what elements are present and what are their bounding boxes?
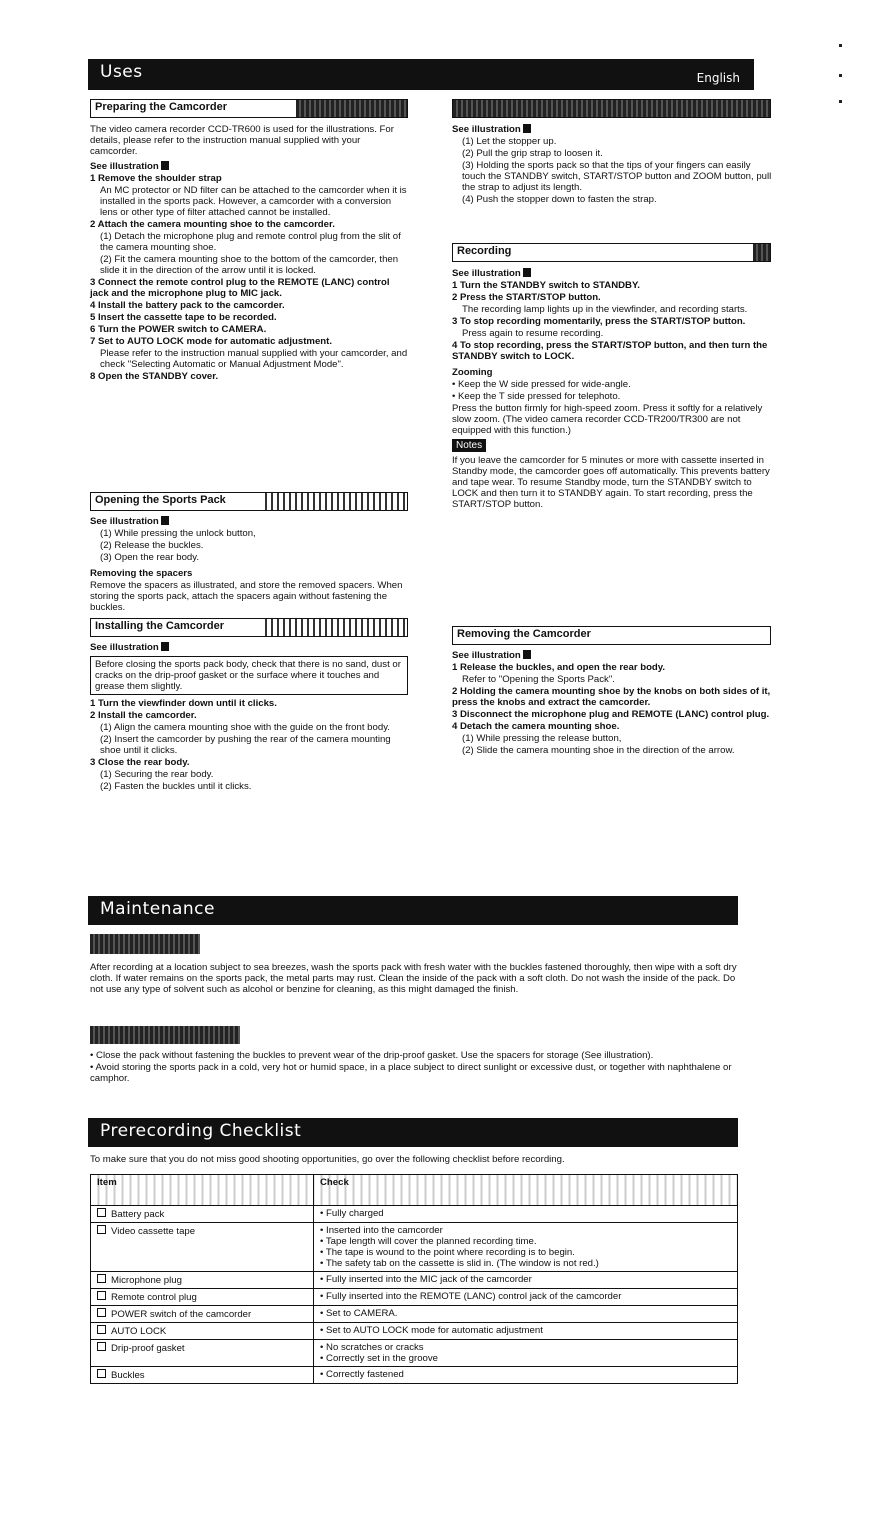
checklist-item-label: Buckles [111,1370,145,1381]
installing-caution: Before closing the sports pack body, check that there is no sand, dust or cracks on the drip-proof gasket or the surface where it touches and grease them slightly. [95,659,401,692]
step-item: 3 Close the rear body. [90,757,190,768]
checklist-item-cell [91,1223,314,1272]
preparing-steps [90,173,408,382]
checklist-check-cell: • Inserted into the camcorder • Tape length will cover the planned recording time. • The tape is wound to the point where recording is to begin. • The safety tab on the cassette is slid in. (The window is not red.) [314,1223,738,1272]
step-item: • Keep the T side pressed for telephoto. [452,391,621,402]
zoom-lines [452,379,772,436]
checklist-row [91,1340,738,1367]
grip-steps [452,136,772,205]
checklist-row [91,1223,738,1272]
grip-section [452,124,772,206]
checklist-row [91,1289,738,1306]
step-item: 1 Remove the shoulder strap [90,173,222,184]
checkbox-icon[interactable] [97,1208,106,1217]
step-item: (1) While pressing the unlock button, [100,528,256,539]
maintenance-sub-bar [90,934,200,954]
maintenance-title: Maintenance [100,899,215,919]
checklist-check-cell: • Fully inserted into the MIC jack of the camcorder [314,1272,738,1289]
recording-section [452,268,772,511]
step-item: (2) Fasten the buckles until it clicks. [100,781,252,792]
notes-label: Notes [452,439,486,452]
step-item: 5 Insert the cassette tape to be recorded. [90,312,277,323]
installing-see: See illustration [90,642,159,653]
preparing-heading: Preparing the Camcorder [95,101,228,113]
checklist-row [91,1306,738,1323]
spacers-heading: Removing the spacers [90,568,193,579]
checklist-title: Prerecording Checklist [100,1121,302,1141]
removing-heading: Removing the Camcorder [457,628,591,640]
step-item: 4 Detach the camera mounting shoe. [452,721,620,732]
installing-steps [90,698,408,792]
checkbox-icon[interactable] [97,1308,106,1317]
checkbox-icon[interactable] [97,1291,106,1300]
step-item: The recording lamp lights up in the viewfinder, and recording starts. [462,304,748,315]
storage-lines [90,1050,740,1085]
installing-caution-box [90,656,408,695]
checklist-table [90,1174,738,1384]
checklist-check-cell: • Fully inserted into the REMOTE (LANC) control jack of the camcorder [314,1289,738,1306]
step-item: • Close the pack without fastening the buckles to prevent wear of the drip-proof gasket. Use the spacers for storage (See illustration). [90,1050,654,1061]
checklist-item-label: Microphone plug [111,1275,182,1286]
recording-heading: Recording [457,245,512,257]
zoom-heading: Zooming [452,367,493,378]
step-item: (2) Insert the camcorder by pushing the rear of the camera mounting shoe until it clicks. [100,734,391,756]
step-item: Press the button firmly for high-speed zoom. Press it softly for a relatively slow zoom. (The video camera recorder CCD-TR200/TR300 are not equipped with this function.) [452,403,763,436]
checkbox-icon[interactable] [97,1225,106,1234]
step-item: (2) Release the buckles. [100,540,204,551]
installing-section [90,642,408,793]
checklist-check-cell: • No scratches or cracks • Correctly set in the groove [314,1340,738,1367]
step-item: Refer to "Opening the Sports Pack". [462,674,615,685]
maintenance-text: After recording at a location subject to sea breezes, wash the sports pack with fresh water with the buckles fastened thoroughly, then wipe with a soft dry cloth. If water remains on the sports pack, the metal parts may rust. Clean the inside of the pack with a soft cloth. Do not wash the inside of the pack. Do not use any type of solvent such as alcohol or benzine for cleaning, as this might damaged the finish. [90,962,737,995]
checklist-item-cell [91,1367,314,1384]
checklist-check-cell: • Fully charged [314,1206,738,1223]
checklist-item-label: Battery pack [111,1209,165,1220]
checklist-item-cell [91,1323,314,1340]
step-item: (3) Holding the sports pack so that the tips of your fingers can easily touch the STANDBY switch, START/STOP button and ZOOM button, pull the strap to adjust its length. [462,160,772,193]
step-item: • Avoid storing the sports pack in a cold, very hot or humid space, in a place subject to direct sunlight or excessive dust, or together with naphthalene or camphor. [90,1062,732,1084]
removing-section [452,650,772,757]
step-item: 1 Release the buckles, and open the rear body. [452,662,666,673]
checklist-item-label: Video cassette tape [111,1226,196,1237]
checkbox-icon[interactable] [97,1274,106,1283]
step-item: 4 To stop recording, press the START/STOP button, and then turn the STANDBY switch to LOCK. [452,340,768,362]
removing-steps [452,662,772,756]
checklist-item-label: Drip-proof gasket [111,1343,185,1354]
checklist-row [91,1323,738,1340]
col-header-item: Item [91,1175,314,1206]
step-item: 8 Open the STANDBY cover. [90,371,219,382]
step-item: (1) While pressing the release button, [462,733,622,744]
step-item: (2) Fit the camera mounting shoe to the bottom of the camcorder, then slide it in the direction of the arrow until it is locked. [100,254,399,276]
spacers-text: Remove the spacers as illustrated, and store the removed spacers. When storing the sports pack, attach the spacers again without fastening the buckles. [90,580,403,613]
uses-title: Uses [100,62,143,82]
opening-heading: Opening the Sports Pack [95,494,226,506]
language-label: English [696,71,740,85]
step-item: 2 Install the camcorder. [90,710,197,721]
step-item: 4 Install the battery pack to the camcorder. [90,300,285,311]
removing-see: See illustration [452,650,521,661]
checklist-item-cell [91,1340,314,1367]
recording-heading-bar [452,243,771,262]
step-item: (2) Slide the camera mounting shoe in the direction of the arrow. [462,745,735,756]
preparing-intro: The video camera recorder CCD-TR600 is used for the illustrations. For details, please refer to the instruction manual supplied with your camcorder. [90,124,394,157]
left-column [90,124,408,383]
checkbox-icon[interactable] [97,1369,106,1378]
recording-steps [452,280,772,362]
checklist-item-label: Remote control plug [111,1292,197,1303]
step-item: (1) Securing the rear body. [100,769,214,780]
checklist-row [91,1206,738,1223]
installing-heading-bar [90,618,408,637]
checklist-row [91,1367,738,1384]
step-item: 1 Turn the STANDBY switch to STANDBY. [452,280,640,291]
notes-text: If you leave the camcorder for 5 minutes or more with cassette inserted in Standby mode, the camcorder goes off automatically. This prevents battery and tape wear. To resume Standby mode, turn the STANDBY switch to LOCK and then turn it to STANDBY again. To start recording, press the START/STOP button. [452,455,770,510]
step-item: (1) Align the camera mounting shoe with the guide on the front body. [100,722,390,733]
step-item: 2 Holding the camera mounting shoe by the knobs on both sides of it, press the knobs and extract the camcorder. [452,686,771,708]
step-item: 3 Disconnect the microphone plug and REMOTE (LANC) control plug. [452,709,770,720]
checkbox-icon[interactable] [97,1342,106,1351]
checklist-item-cell [91,1289,314,1306]
step-item: (1) Let the stopper up. [462,136,557,147]
step-item: (1) Detach the microphone plug and remote control plug from the slit of the camera mounting shoe. [100,231,401,253]
checklist-row [91,1272,738,1289]
step-item: (2) Pull the grip strap to loosen it. [462,148,603,159]
step-item: 6 Turn the POWER switch to CAMERA. [90,324,267,335]
storage-sub-bar [90,1026,240,1044]
step-item: 3 Connect the remote control plug to the REMOTE (LANC) control jack and the microphone plug to MIC jack. [90,277,390,299]
checklist-item-cell [91,1306,314,1323]
checkbox-icon[interactable] [97,1325,106,1334]
step-item: 1 Turn the viewfinder down until it clicks. [90,698,277,709]
checklist-item-label: POWER switch of the camcorder [111,1309,252,1320]
uses-header-bar [88,59,754,90]
preparing-heading-bar [90,99,408,118]
checklist-item-label: AUTO LOCK [111,1326,167,1337]
step-item: An MC protector or ND filter can be attached to the camcorder when it is installed in the sports pack. However, a camcorder with a conversion lens or other type of filter attached cannot be installed. [100,185,407,218]
step-item: • Keep the W side pressed for wide-angle. [452,379,631,390]
step-item: Please refer to the instruction manual supplied with your camcorder, and check "Selecting Automatic or Manual Adjustment Mode". [100,348,408,370]
checklist-check-cell: • Correctly fastened [314,1367,738,1384]
preparing-see: See illustration [90,161,159,172]
opening-see: See illustration [90,516,159,527]
step-item: 2 Press the START/STOP button. [452,292,601,303]
step-item: 2 Attach the camera mounting shoe to the camcorder. [90,219,335,230]
step-item: 3 To stop recording momentarily, press the START/STOP button. [452,316,746,327]
checklist-item-cell [91,1272,314,1289]
step-item: (4) Push the stopper down to fasten the strap. [462,194,657,205]
checklist-item-cell [91,1206,314,1223]
opening-heading-bar [90,492,408,511]
opening-steps [90,528,408,563]
step-item: (3) Open the rear body. [100,552,200,563]
grip-heading-bar [452,99,771,118]
recording-see: See illustration [452,268,521,279]
checklist-check-cell: • Set to AUTO LOCK mode for automatic adjustment [314,1323,738,1340]
step-item: Press again to resume recording. [462,328,604,339]
col-header-check: Check [314,1175,738,1206]
checklist-intro: To make sure that you do not miss good shooting opportunities, go over the following checklist before recording. [90,1154,565,1165]
grip-see: See illustration [452,124,521,135]
checklist-bar [88,1118,738,1147]
removing-heading-bar [452,626,771,645]
maintenance-bar [88,896,738,925]
opening-section [90,516,408,614]
step-item: 7 Set to AUTO LOCK mode for automatic adjustment. [90,336,332,347]
installing-heading: Installing the Camcorder [95,620,224,632]
checklist-check-cell: • Set to CAMERA. [314,1306,738,1323]
